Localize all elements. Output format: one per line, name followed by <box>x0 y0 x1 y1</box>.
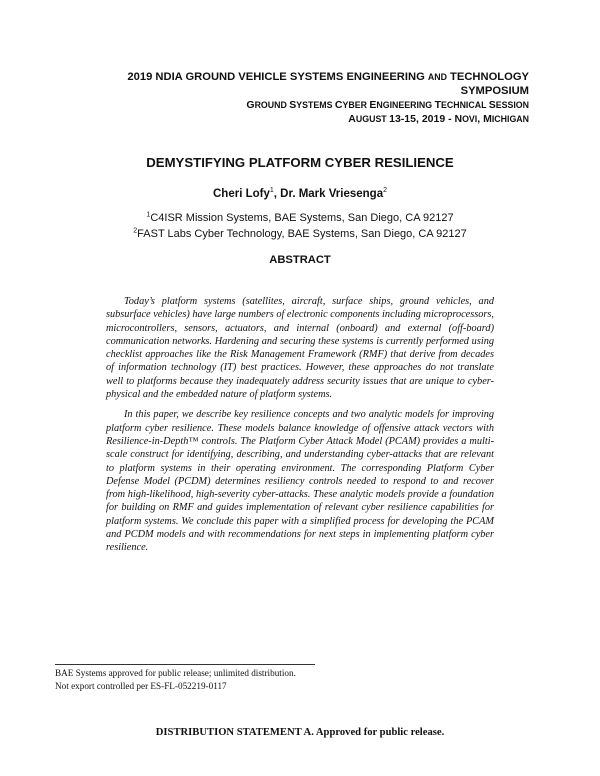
distribution-statement: DISTRIBUTION STATEMENT A. Approved for public release. <box>155 727 445 738</box>
paper-title: DEMYSTIFYING PLATFORM CYBER RESILIENCE <box>146 155 454 170</box>
author-sup: 1 <box>269 187 274 195</box>
affiliation-line <box>0 228 600 240</box>
footnote-divider <box>55 664 315 665</box>
affiliation-line <box>0 212 600 224</box>
author-name: Dr. Mark Vriesenga <box>280 188 384 200</box>
header-text: 13-15, 2019 - N <box>389 113 463 125</box>
header-text: SYMPOSIUM <box>460 85 529 97</box>
header-text: E <box>369 99 377 111</box>
header-text: YBER <box>342 100 370 110</box>
author-sup: 2 <box>383 187 387 195</box>
header-text: S <box>488 99 496 111</box>
abstract-heading: ABSTRACT <box>269 254 331 266</box>
conference-header-line2 <box>461 84 529 98</box>
header-text: T <box>434 99 441 111</box>
footnote: BAE Systems approved for public release; unlimited distribution. <box>55 668 296 678</box>
header-text: ESSION <box>495 100 529 110</box>
affiliation-text: C4ISR Mission Systems, BAE Systems, San Diego, CA 92127 <box>150 212 454 224</box>
footnote: Not export controlled per ES-FL-052219-0117 <box>55 681 227 691</box>
header-text: UGUST <box>355 114 390 124</box>
header-text: , M <box>477 113 492 125</box>
header-text: S <box>289 99 297 111</box>
header-text: ICHIGAN <box>491 114 529 124</box>
header-text: ROUND <box>254 100 290 110</box>
header-text: ECHNICAL <box>441 100 489 110</box>
header-text: NGINEERING <box>376 100 435 110</box>
affiliation-text: FAST Labs Cyber Technology, BAE Systems, San Diego, CA 92127 <box>137 228 467 240</box>
conference-header-line1 <box>127 70 529 84</box>
author-separator: , <box>273 188 281 200</box>
affiliation-sup: 1 <box>146 211 151 219</box>
header-text: 2019 NDIA GROUND VEHICLE SYSTEMS ENGINEERING <box>127 71 428 83</box>
abstract-paragraph: In this paper, we describe key resilience concepts and two analytic models for improving platform cyber resilience. These models balance knowledge of offensive attack vectors with Resilience-in-Depth™ controls. The Platform Cyber Attack Model (PCAM) provides a multi-scale construct for identifying, describing, and understanding cyber-attacks that are relevant to platform systems in their operating environment. The corresponding Platform Cyber Defense Model (PCDM) determines resiliency controls needed to respond to and recover from high-likelihood, high-severity cyber-attacks. These analytic models provide a foundation for building on RMF and guides implementation of relevant cyber resilience capabilities for platform systems. We conclude this paper with a simplified process for developing the PCAM and PCDM models and with recommendations for next steps in implementing platform cyber resilience. <box>106 409 494 554</box>
header-text: TECHNOLOGY <box>446 71 529 83</box>
abstract-body <box>106 295 494 555</box>
header-text: C <box>334 99 343 111</box>
header-text: G <box>246 99 255 111</box>
header-text: YSTEMS <box>296 100 335 110</box>
author-name: Cheri Lofy <box>213 188 270 200</box>
date-location-line <box>348 112 529 126</box>
abstract-paragraph: Today’s platform systems (satellites, aircraft, surface ships, ground vehicles, and subsurface vehicles) have large numbers of electronic components including microprocessors, microcontrollers, sensors, actuators, and internal (onboard) and external (off-board) communication networks. Hardening and securing these systems is currently performed using checklist approaches like the Risk Management Framework (RMF) that derive from decades of information technology (IT) best practices. However, these approaches do not translate well to platforms because they inadequately address security issues that are unique to cyber-physical and the embedded nature of platform systems. <box>106 296 494 401</box>
header-text: OVI <box>462 114 478 124</box>
session-line <box>246 98 529 112</box>
affiliation-sup: 2 <box>133 227 138 235</box>
header-text: A <box>348 113 356 125</box>
author-line <box>0 188 600 200</box>
header-text: AND <box>427 72 447 82</box>
